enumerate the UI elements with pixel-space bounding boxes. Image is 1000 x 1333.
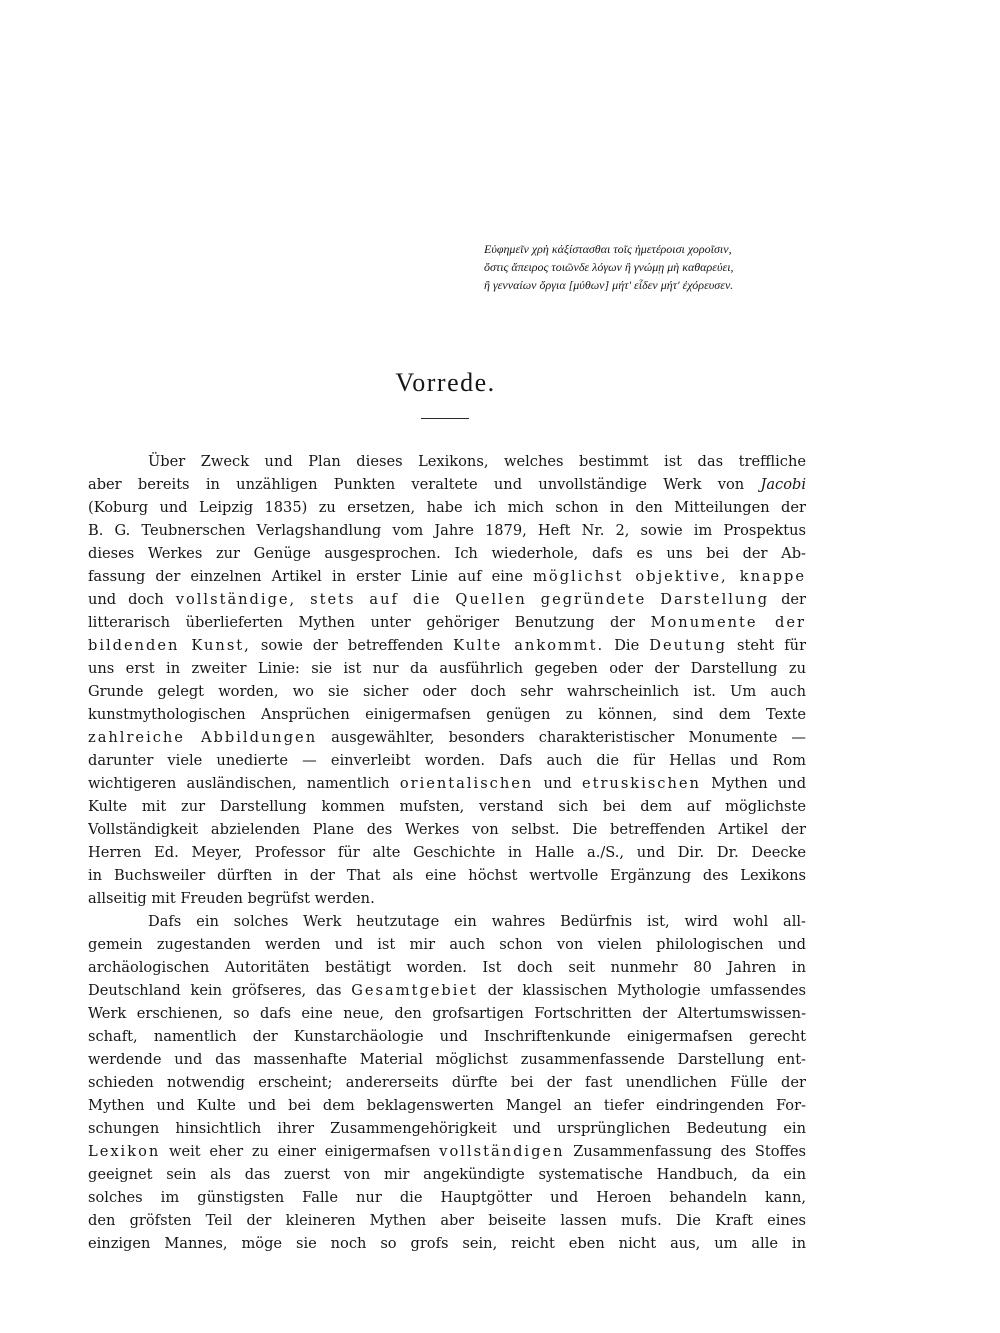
paragraph-2-line-4: Deutschland kein gröfseres, das Gesamtgebiet der klassischen Mythologie umfassendes <box>88 982 806 999</box>
title-rule <box>421 418 469 419</box>
paragraph-1-line-2: aber bereits in unzähligen Punkten veraltete und unvollständige Werk von Jacobi <box>88 476 806 493</box>
paragraph-1-line-3: (Koburg und Leipzig 1835) zu ersetzen, habe ich mich schon in den Mitteilungen der <box>88 499 806 516</box>
paragraph-1-line-18: Herren Ed. Meyer, Professor für alte Geschichte in Halle a./S., und Dir. Dr. Deecke <box>88 844 806 861</box>
paragraph-1-line-4: B. G. Teubnerschen Verlagshandlung vom Jahre 1879, Heft Nr. 2, sowie im Prospektus <box>88 522 806 539</box>
paragraph-2-line-5: Werk erschienen, so dafs eine neue, den grofsartigen Fortschritten der Altertumswissen- <box>88 1005 806 1022</box>
paragraph-2-line-12: geeignet sein als das zuerst von mir angekündigte systematische Handbuch, da ein <box>88 1166 806 1183</box>
paragraph-1-line-19: in Buchsweiler dürften in der That als eine höchst wertvolle Ergänzung des Lexikons <box>88 867 806 884</box>
paragraph-1-line-13: zahlreiche Abbildungen ausgewählter, besonders charakteristischer Monumente — <box>88 729 806 746</box>
paragraph-2-line-15: einzigen Mannes, möge sie noch so grofs sein, reicht eben nicht aus, um alle in <box>88 1235 806 1252</box>
paragraph-2-line-14: den gröfsten Teil der kleineren Mythen aber beiseite lassen mufs. Die Kraft eines <box>88 1212 806 1229</box>
paragraph-1-line-6: fassung der einzelnen Artikel in erster Linie auf eine möglichst objektive, knappe <box>88 568 806 585</box>
paragraph-1-line-8: litterarisch überlieferten Mythen unter gehöriger Benutzung der Monumente der <box>88 614 806 631</box>
paragraph-2-line-7: werdende und das massenhafte Material möglichst zusammenfassende Darstellung ent- <box>88 1051 806 1068</box>
epigraph-line-1: Εὐφημεῖν χρὴ κἀξίστασθαι τοῖς ἡμετέροισι χοροῖσιν, <box>484 242 732 256</box>
paragraph-1-line-17: Vollständigkeit abzielenden Plane des Werkes von selbst. Die betreffenden Artikel der <box>88 821 806 838</box>
paragraph-2-line-2: gemein zugestanden werden und ist mir auch schon von vielen philologischen und <box>88 936 806 953</box>
paragraph-2-line-3: archäologischen Autoritäten bestätigt worden. Ist doch seit nunmehr 80 Jahren in <box>88 959 806 976</box>
paragraph-1-line-20: allseitig mit Freuden begrüfst werden. <box>88 890 375 907</box>
paragraph-1-line-1: Über Zweck und Plan dieses Lexikons, welches bestimmt ist das treffliche <box>148 453 806 470</box>
paragraph-1-line-12: kunstmythologischen Ansprüchen einigermafsen genügen zu können, sind dem Texte <box>88 706 806 723</box>
paragraph-2-line-6: schaft, namentlich der Kunstarchäologie und Inschriftenkunde einigermafsen gerecht <box>88 1028 806 1045</box>
paragraph-1-line-16: Kulte mit zur Darstellung kommen mufsten, verstand sich bei dem auf möglichste <box>88 798 806 815</box>
paragraph-1-line-14: darunter viele unedierte — einverleibt worden. Dafs auch die für Hellas und Rom <box>88 752 806 769</box>
epigraph-line-2: ὅστις ἄπειρος τοιῶνδε λόγων ἢ γνώμῃ μὴ καθαρεύει, <box>484 260 734 274</box>
paragraph-1-line-5: dieses Werkes zur Genüge ausgesprochen. Ich wiederhole, dafs es uns bei der Ab- <box>88 545 806 562</box>
paragraph-2-line-11: Lexikon weit eher zu einer einigermafsen vollständigen Zusammenfassung des Stoffes <box>88 1143 806 1160</box>
chapter-title: Vorrede. <box>395 368 496 397</box>
paragraph-2-line-8: schieden notwendig erscheint; andererseits dürfte bei der fast unendlichen Fülle der <box>88 1074 806 1091</box>
epigraph-line-3: ἢ γενναίων ὄργια [μύθων] μήτ' εἶδεν μήτ' ἐχόρευσεν. <box>484 278 734 292</box>
paragraph-1-line-15: wichtigeren ausländischen, namentlich orientalischen und etruskischen Mythen und <box>88 775 806 792</box>
paragraph-1-line-7: und doch vollständige, stets auf die Quellen gegründete Darstellung der <box>88 591 806 608</box>
paragraph-1-line-9: bildenden Kunst, sowie der betreffenden Kulte ankommt. Die Deutung steht für <box>88 637 806 654</box>
paragraph-1-line-11: Grunde gelegt worden, wo sie sicher oder doch sehr wahrscheinlich ist. Um auch <box>88 683 806 700</box>
paragraph-2-line-13: solches im günstigsten Falle nur die Hauptgötter und Heroen behandeln kann, <box>88 1189 806 1206</box>
paragraph-1-line-10: uns erst in zweiter Linie: sie ist nur da ausführlich gegeben oder der Darstellung zu <box>88 660 806 677</box>
author-name-jacobi: Jacobi <box>760 476 806 493</box>
paragraph-2-line-10: schungen hinsichtlich ihrer Zusammengehörigkeit und ursprünglichen Bedeutung ein <box>88 1120 806 1137</box>
paragraph-2-line-1: Dafs ein solches Werk heutzutage ein wahres Bedürfnis ist, wird wohl all- <box>148 913 806 930</box>
paragraph-2-line-9: Mythen und Kulte und bei dem beklagenswerten Mangel an tiefer eindringenden For- <box>88 1097 806 1114</box>
